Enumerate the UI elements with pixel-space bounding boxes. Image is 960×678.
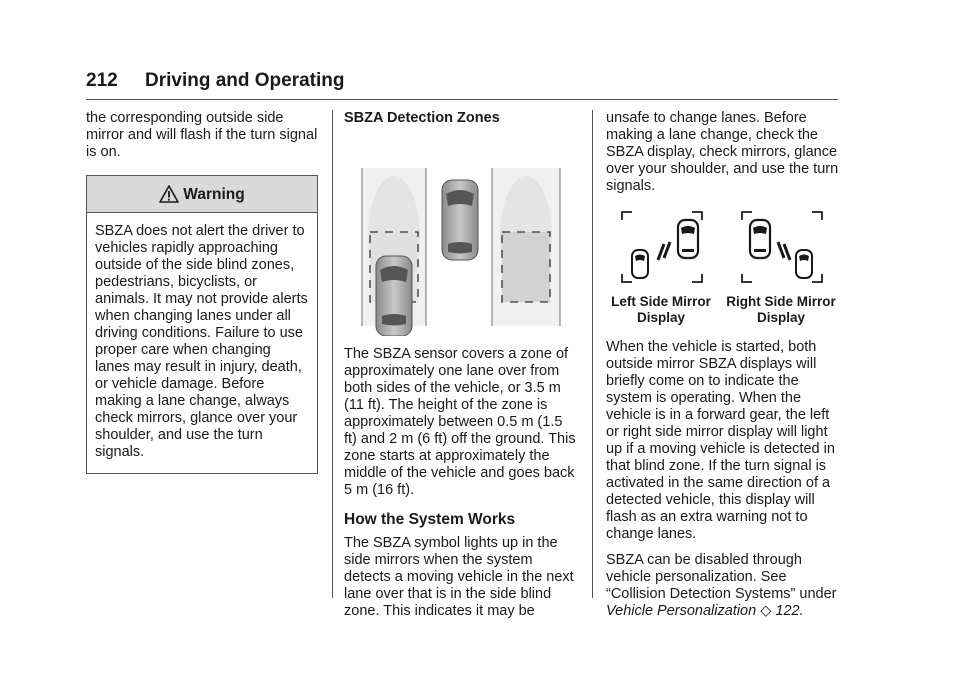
right-caption xyxy=(722,294,840,326)
column-1 xyxy=(86,110,318,474)
warning-title: Warning xyxy=(183,185,245,203)
left-sbza-symbol-icon xyxy=(632,220,698,278)
personalization-link[interactable]: Vehicle Personalization xyxy=(606,603,757,619)
adjacent-vehicle xyxy=(376,256,412,336)
coverage-paragraph: The SBZA sensor covers a zone of approximately one lane over from both sides of the vehicle, or 3.5 m (11 ft). The height of the zone is approximately between 0.5 m (1.5 ft) and 2 m (6 ft) off the ground. This zone starts at approximately the middle of the vehicle and goes back 5 m (16 ft). xyxy=(344,346,576,498)
page-ref-icon: ◇ xyxy=(760,603,772,619)
warning-triangle-icon xyxy=(159,185,179,203)
column-2 xyxy=(344,110,578,629)
left-caption xyxy=(606,294,716,326)
disable-paragraph xyxy=(606,552,840,620)
figure-title: SBZA Detection Zones xyxy=(344,110,500,126)
detection-zones-figure xyxy=(344,136,578,336)
column-divider-2 xyxy=(592,110,593,598)
section-title: Driving and Operating xyxy=(144,70,345,91)
operation-paragraph: When the vehicle is started, both outside mirror SBZA displays will briefly come on to indicate the system is operating. When the vehicle is in a forward gear, the left or right side mirror display will light up if a moving vehicle is detected in that blind zone. If the turn signal is activated in the same direction of a detected vehicle, this display will flash as an extra warning not to change lanes. xyxy=(606,339,835,542)
header-rule xyxy=(86,99,838,100)
mirror-captions xyxy=(606,294,840,326)
right-sbza-symbol-icon xyxy=(750,220,812,278)
left-caption-line-2: Display xyxy=(636,310,686,325)
mirror-displays-figure xyxy=(606,202,840,292)
page-ref-number[interactable]: 122. xyxy=(775,603,804,619)
right-caption-line-2: Display xyxy=(756,310,806,325)
page-number: 212 xyxy=(86,70,118,91)
column-3 xyxy=(606,110,840,629)
continued-paragraph: unsafe to change lanes. Before making a lane change, check the SBZA display, check mirrors, glance over your shoulder, and use the turn signals. xyxy=(606,110,839,194)
right-detection-zone xyxy=(502,232,550,302)
host-vehicle xyxy=(442,180,478,260)
warning-header xyxy=(87,176,317,213)
right-caption-line-1: Right Side Mirror xyxy=(726,294,836,309)
section-heading: How the System Works xyxy=(344,511,516,528)
left-caption-line-1: Left Side Mirror xyxy=(611,294,711,309)
page-header xyxy=(86,70,345,92)
column-divider-1 xyxy=(332,110,333,598)
how-it-works-paragraph: The SBZA symbol lights up in the side mirrors when the system detects a moving vehicle in the next lane over that is in the side blind zone. This indicates it may be xyxy=(344,535,574,619)
intro-paragraph: the corresponding outside side mirror and will flash if the turn signal is on. xyxy=(86,110,318,160)
warning-body: SBZA does not alert the driver to vehicles rapidly approaching outside of the side blind zones, pedestrians, bicyclists, or animals. It may not provide alerts when changing lanes under all driving conditions. Failure to use proper care when changing lanes may result in injury, death, or vehicle damage. Before making a lane change, always check mirrors, glance over your shoulder, and use the turn signals. xyxy=(95,223,308,460)
warning-box xyxy=(86,175,318,474)
disable-text: SBZA can be disabled through vehicle personalization. See “Collision Detection Systems” under xyxy=(606,552,837,602)
